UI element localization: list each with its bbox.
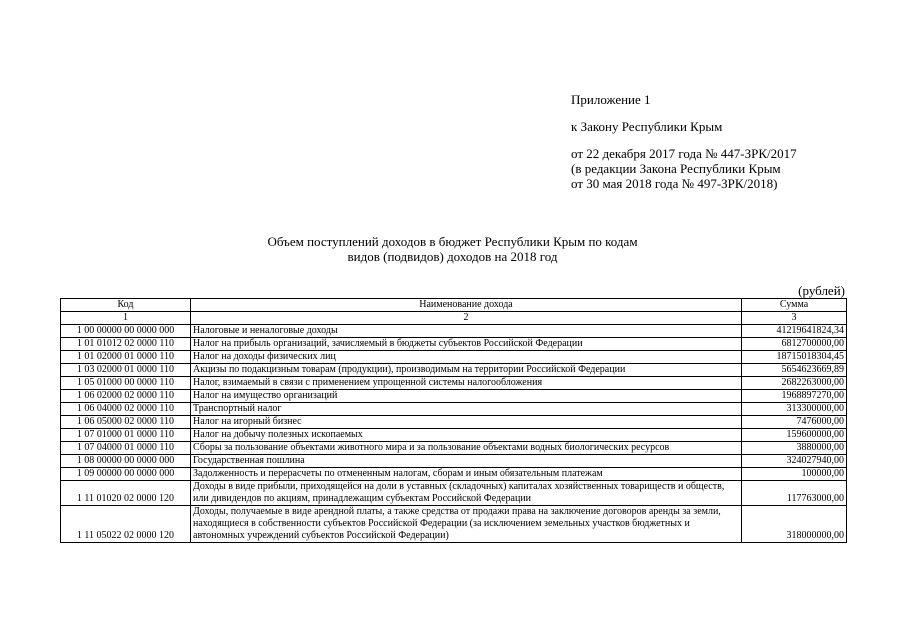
row-code: 1 00 00000 00 0000 000: [61, 325, 191, 338]
row-code: 1 03 02000 01 0000 110: [61, 364, 191, 377]
table-row: [61, 468, 847, 481]
currency-unit: (рублей): [798, 283, 845, 298]
row-name: Сборы за пользование объектами животного мира и за пользование объектами водных биологических ресурсов: [191, 442, 742, 455]
column-number-row: [61, 312, 847, 325]
table-row: [61, 455, 847, 468]
row-sum: 5654623669,89: [742, 364, 847, 377]
row-code: 1 06 02000 02 0000 110: [61, 390, 191, 403]
row-code: 1 08 00000 00 0000 000: [61, 455, 191, 468]
row-sum: 3880000,00: [742, 442, 847, 455]
document-title: [0, 234, 905, 264]
header-name: Наименование дохода: [191, 299, 742, 312]
row-name: Задолженность и перерасчеты по отмененным налогам, сборам и иным обязательным платежам: [191, 468, 742, 481]
row-name: Налог на прибыль организаций, зачисляемый в бюджеты субъектов Российской Федерации: [191, 338, 742, 351]
row-name: Государственная пошлина: [191, 455, 742, 468]
table-row: [61, 338, 847, 351]
table-row: [61, 416, 847, 429]
row-code: 1 07 04000 01 0000 110: [61, 442, 191, 455]
income-table: [60, 298, 847, 543]
row-sum: 41219641824,34: [742, 325, 847, 338]
row-sum: 1968897270,00: [742, 390, 847, 403]
table-row: [61, 364, 847, 377]
table-row: [61, 506, 847, 543]
column-number-name: 2: [191, 312, 742, 325]
row-name: Налог, взимаемый в связи с применением упрощенной системы налогообложения: [191, 377, 742, 390]
row-sum: 324027940,00: [742, 455, 847, 468]
table-row: [61, 390, 847, 403]
row-code: 1 06 05000 02 0000 110: [61, 416, 191, 429]
header-sum: Сумма: [742, 299, 847, 312]
row-code: 1 11 05022 02 0000 120: [61, 506, 191, 543]
row-sum: 318000000,00: [742, 506, 847, 543]
table-row: [61, 325, 847, 338]
row-sum: 100000,00: [742, 468, 847, 481]
row-name: Доходы, получаемые в виде арендной платы, а также средства от продажи права на заключение договоров аренды за земли, находящиеся в собственности субъектов Российской Федерации (за исключением земельных участков бюджетных и автономных учреждений субъектов Российской Федерации): [191, 506, 742, 543]
approval-block: [571, 92, 797, 191]
law-reference: к Закону Республики Крым: [571, 119, 723, 134]
row-name: Налог на добычу полезных ископаемых: [191, 429, 742, 442]
row-sum: 117763000,00: [742, 481, 847, 506]
table-row: [61, 442, 847, 455]
header-code: Код: [61, 299, 191, 312]
title-line-2: видов (подвидов) доходов на 2018 год: [347, 249, 558, 264]
row-sum: 313300000,00: [742, 403, 847, 416]
amendment-reference: (в редакции Закона Республики Крым: [571, 161, 781, 176]
row-code: 1 01 02000 01 0000 110: [61, 351, 191, 364]
table-row: [61, 403, 847, 416]
amendment-date: от 30 мая 2018 года № 497-ЗРК/2018): [571, 176, 778, 191]
row-code: 1 06 04000 02 0000 110: [61, 403, 191, 416]
row-code: 1 07 01000 01 0000 110: [61, 429, 191, 442]
table-row: [61, 429, 847, 442]
row-name: Налоговые и неналоговые доходы: [191, 325, 742, 338]
row-code: 1 05 01000 00 0000 110: [61, 377, 191, 390]
row-name: Доходы в виде прибыли, приходящейся на доли в уставных (складочных) капиталах хозяйственных товариществ и обществ, или дивидендов по акциям, принадлежащим субъектам Российской Федерации: [191, 481, 742, 506]
row-sum: 18715018304,45: [742, 351, 847, 364]
table-row: [61, 351, 847, 364]
row-sum: 6812700000,00: [742, 338, 847, 351]
row-name: Налог на игорный бизнес: [191, 416, 742, 429]
column-number-sum: 3: [742, 312, 847, 325]
law-date: от 22 декабря 2017 года № 447-ЗРК/2017: [571, 146, 797, 161]
row-code: 1 01 01012 02 0000 110: [61, 338, 191, 351]
row-name: Налог на имущество организаций: [191, 390, 742, 403]
row-sum: 7476000,00: [742, 416, 847, 429]
table-row: [61, 481, 847, 506]
row-code: 1 09 00000 00 0000 000: [61, 468, 191, 481]
row-sum: 159600000,00: [742, 429, 847, 442]
income-table-body: [61, 325, 847, 543]
table-row: [61, 377, 847, 390]
column-number-code: 1: [61, 312, 191, 325]
appendix-number: Приложение 1: [571, 92, 651, 107]
row-name: Акцизы по подакцизным товарам (продукции), производимым на территории Российской Федерации: [191, 364, 742, 377]
row-code: 1 11 01020 02 0000 120: [61, 481, 191, 506]
row-name: Транспортный налог: [191, 403, 742, 416]
table-header-row: [61, 299, 847, 312]
row-sum: 2682263000,00: [742, 377, 847, 390]
title-line-1: Объем поступлений доходов в бюджет Республики Крым по кодам: [267, 234, 638, 249]
row-name: Налог на доходы физических лиц: [191, 351, 742, 364]
